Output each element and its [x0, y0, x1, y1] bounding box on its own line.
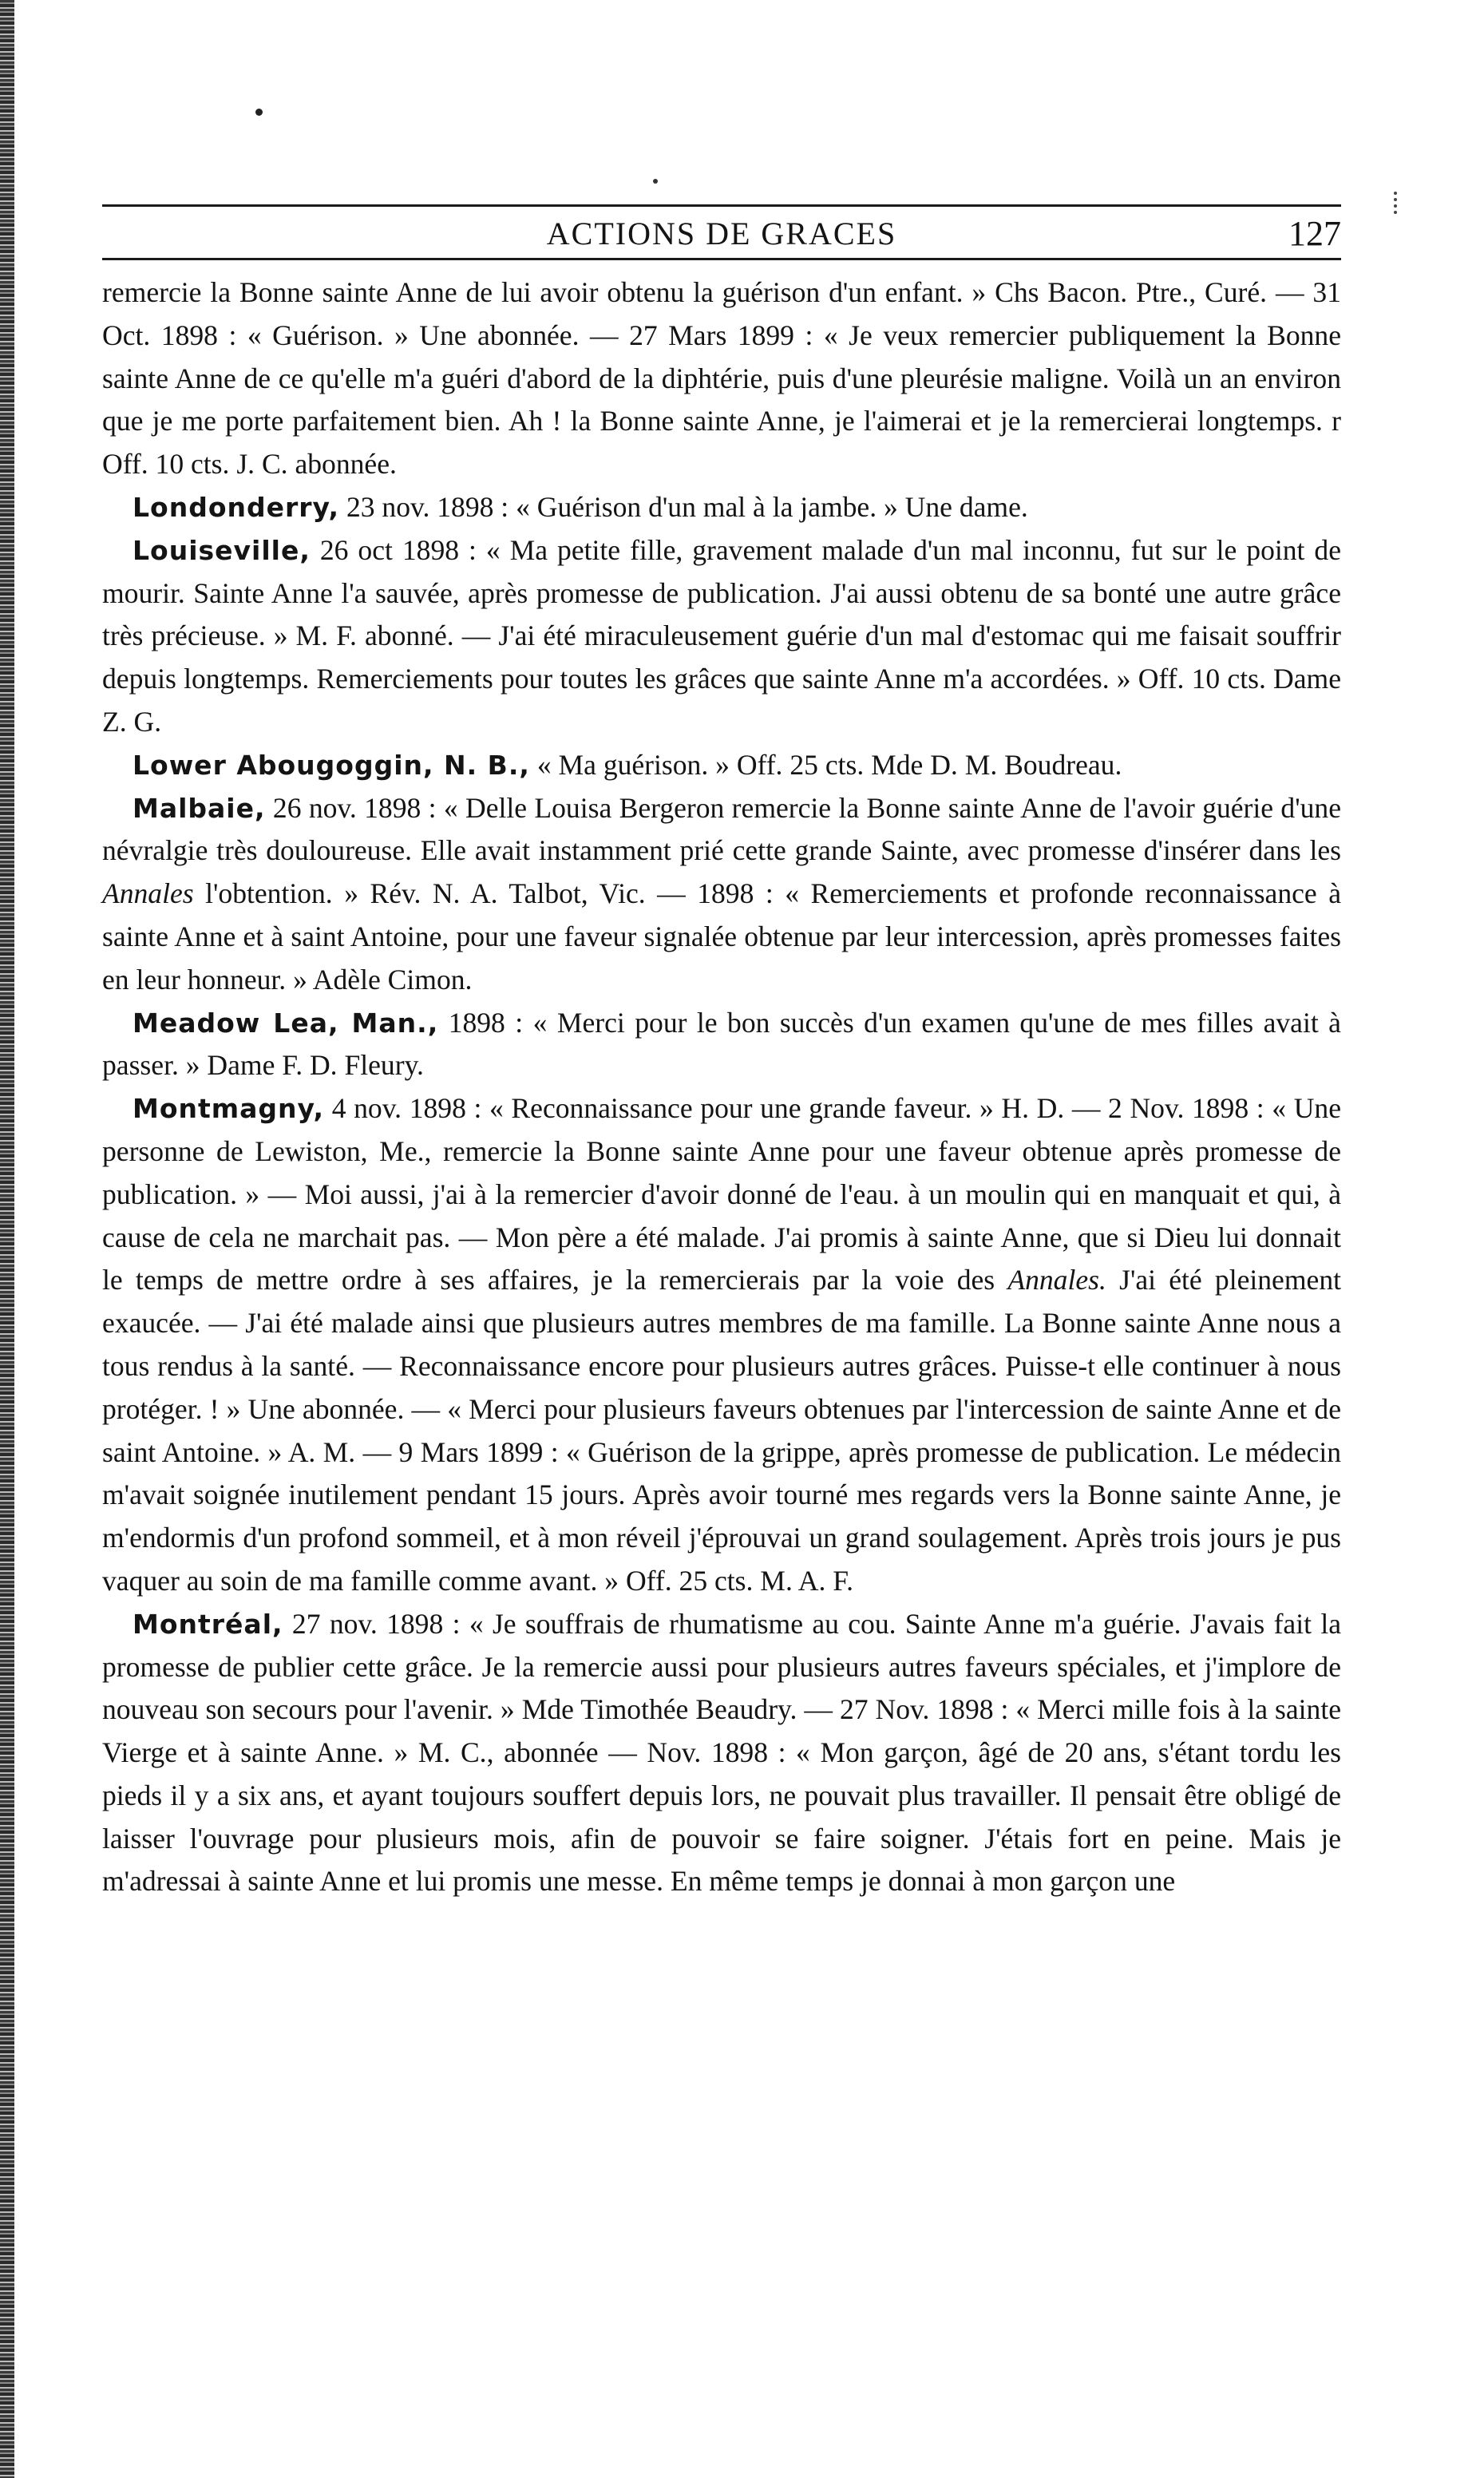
- entry-montreal: [102, 1603, 1341, 1904]
- entry-text-continued: l'obtention. » Rév. N. A. Talbot, Vic. — 1898 : « Remerciements et profonde reconnaissance à sainte Anne et à saint Antoine, pour une faveur signalée obtenue par leur intercession, après promesses faites en leur honneur. » Adèle Cimon.: [102, 877, 1341, 996]
- italic-title: Annales: [102, 877, 194, 910]
- entry-text: « Ma guérison. » Off. 25 cts. Mde D. M. Boudreau.: [536, 748, 1122, 781]
- place-name: Londonderry,: [133, 491, 340, 523]
- entry-text: 26 oct 1898 : « Ma petite fille, gravement malade d'un mal inconnu, fut sur le point de mourir. Sainte Anne l'a sauvée, après promesse de publication. J'ai aussi obtenu de sa bonté une autre grâce très précieuse. » M. F. abonné. — J'ai été miraculeusement guérie d'un mal d'estomac qui me faisait souffrir depuis longtemps. Remerciements pour toutes les grâces que sainte Anne m'a accordées. » Off. 10 cts. Dame Z. G.: [102, 533, 1341, 738]
- place-name: Montréal,: [133, 1608, 283, 1640]
- entry-montmagny: [102, 1087, 1341, 1603]
- ink-speck: [255, 109, 263, 116]
- entry-text: 27 nov. 1898 : « Je souffrais de rhumatisme au cou. Sainte Anne m'a guérie. J'avais fait la promesse de publier cette grâce. Je la remercie aussi pour plusieurs autres faveurs spéciales, et j'implore de nouveau son secours pour l'avenir. » Mde Timothée Beaudry. — 27 Nov. 1898 : « Merci mille fois à la sainte Vierge et à sainte Anne. » M. C., abonnée — Nov. 1898 : « Mon garçon, âgé de 20 ans, s'étant tordu les pieds il y a six ans, et ayant toujours souffert depuis lors, ne pouvait plus travailler. Il pensait être obligé de laisser l'ouvrage pour plusieurs mois, afin de pouvoir se faire soigner. J'étais fort en peine. Mais je m'adressai à sainte Anne et lui promis une messe. En même temps je donnai à mon garçon une: [102, 1607, 1341, 1898]
- paragraph: [102, 271, 1341, 486]
- ink-speck: [1394, 192, 1400, 214]
- body-text: [102, 271, 1341, 1903]
- place-name: Lower Abougoggin, N. B.,: [133, 749, 530, 781]
- entry-text: 26 nov. 1898 : « Delle Louisa Bergeron remercie la Bonne sainte Anne de l'avoir guérie d'une névralgie très douloureuse. Elle avait instamment prié cette grande Sainte, avec promesse d'insérer dans les: [102, 791, 1341, 867]
- italic-title: Annales.: [1007, 1264, 1106, 1296]
- entry-louiseville: [102, 529, 1341, 744]
- page-number: 127: [1288, 214, 1341, 253]
- entry-meadow-lea: [102, 1002, 1341, 1088]
- place-name: Montmagny,: [133, 1093, 325, 1125]
- page-title: ACTIONS DE GRACES: [546, 216, 897, 251]
- entry-text: 23 nov. 1898 : « Guérison d'un mal à la jambe. » Une dame.: [346, 490, 1028, 523]
- entry-lower-abougoggin: [102, 744, 1341, 787]
- ink-speck: [653, 179, 658, 184]
- place-name: Meadow Lea, Man.,: [133, 1007, 439, 1039]
- scanned-page-edge: [0, 0, 14, 2478]
- running-header: [102, 204, 1341, 260]
- paragraph-text: remercie la Bonne sainte Anne de lui avoir obtenu la guérison d'un enfant. » Chs Bacon. Ptre., Curé. — 31 Oct. 1898 : « Guérison. » Une abonnée. — 27 Mars 1899 : « Je veux remercier publiquement la Bonne sainte Anne de ce qu'elle m'a guéri d'abord de la diphtérie, puis d'une pleurésie maligne. Voilà un an environ que je me porte parfaitement bien. Ah ! la Bonne sainte Anne, je l'aimerai et je la remercierai longtemps. r Off. 10 cts. J. C. abonnée.: [102, 276, 1341, 481]
- entry-londonderry: [102, 486, 1341, 529]
- place-name: Louiseville,: [133, 534, 311, 566]
- entry-malbaie: [102, 787, 1341, 1002]
- place-name: Malbaie,: [133, 792, 266, 824]
- document-page: [102, 204, 1341, 1903]
- entry-text: 4 nov. 1898 : « Reconnaissance pour une grande faveur. » H. D. — 2 Nov. 1898 : « Une personne de Lewiston, Me., remercie la Bonne sainte Anne pour une faveur obtenue après promesse de publication. » — Moi aussi, j'ai à la remercier d'avoir donné de l'eau. à un moulin qui en manquait et qui, à cause de cela ne marchait pas. — Mon père a été malade. J'ai promis à sainte Anne, que si Dieu lui donnait le temps de mettre ordre à ses affaires, je la remercierais par la voie des: [102, 1092, 1341, 1296]
- entry-text-continued: J'ai été pleinement exaucée. — J'ai été malade ainsi que plusieurs autres membres de ma famille. La Bonne sainte Anne nous a tous rendus à la santé. — Reconnaissance encore pour plusieurs autres grâces. Puisse-t elle continuer à nous protéger. ! » Une abonnée. — « Merci pour plusieurs faveurs obtenues par l'intercession de sainte Anne et de saint Antoine. » A. M. — 9 Mars 1899 : « Guérison de la grippe, après promesse de publication. Le médecin m'avait soignée inutilement pendant 15 jours. Après avoir tourné mes regards vers la Bonne sainte Anne, je m'endormis d'un profond sommeil, et à mon réveil j'éprouvai un grand soulagement. Après trois jours je pus vaquer au soin de ma famille comme avant. » Off. 25 cts. M. A. F.: [102, 1264, 1341, 1597]
- entry-text: 1898 : « Merci pour le bon succès d'un examen qu'une de mes filles avait à passer. » Dame F. D. Fleury.: [102, 1006, 1341, 1082]
